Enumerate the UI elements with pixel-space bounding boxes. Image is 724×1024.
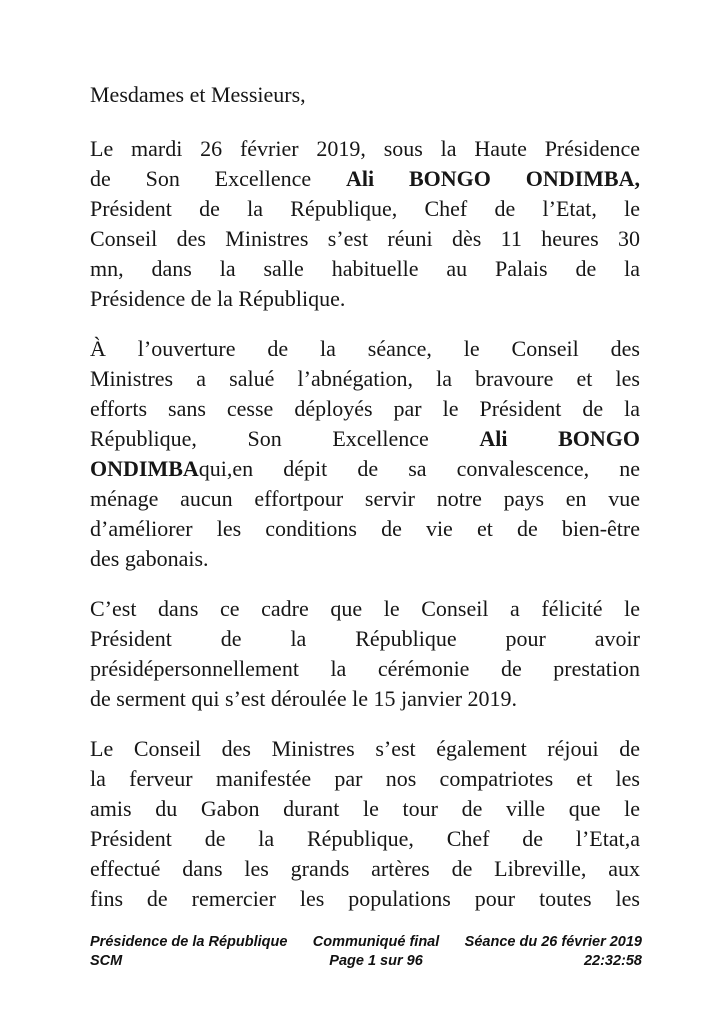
footer-doc-type: Communiqué final	[312, 934, 440, 950]
text-run: présidépersonnellement la cérémonie de prestation	[90, 656, 640, 681]
text-line	[90, 624, 640, 654]
text-line	[90, 854, 640, 884]
text-line	[90, 334, 640, 364]
paragraph	[90, 134, 640, 314]
text-line	[90, 764, 640, 794]
text-run: efforts sans cesse déployés par le Président de la	[90, 396, 640, 421]
text-line	[90, 544, 640, 574]
text-line	[90, 424, 640, 454]
text-run: C’est dans ce cadre que le Conseil a félicité le	[90, 596, 640, 621]
footer-right-column	[465, 933, 642, 971]
text-line	[90, 364, 640, 394]
text-line	[90, 824, 640, 854]
footer-org: Présidence de la République	[90, 934, 288, 950]
text-run: amis du Gabon durant le tour de ville que le	[90, 796, 640, 821]
paragraph	[90, 594, 640, 714]
text-run: Président de la République pour avoir	[90, 626, 640, 651]
text-run: Le mardi 26 février 2019, sous la Haute Présidence	[90, 136, 640, 161]
footer-left-column	[90, 933, 287, 971]
footer-timestamp: 22:32:58	[583, 953, 642, 969]
footer-page-number: Page 1 sur 96	[329, 953, 423, 969]
text-run: Présidence de la République.	[90, 286, 346, 311]
bold-text-run: Ali BONGO ONDIMBA,	[346, 166, 640, 191]
text-line	[90, 394, 640, 424]
text-run: mn, dans la salle habituelle au Palais de la	[90, 256, 640, 281]
text-line	[90, 484, 640, 514]
text-run: de serment qui s’est déroulée le 15 janvier 2019.	[90, 686, 518, 711]
paragraph	[90, 334, 640, 574]
document-body	[90, 80, 640, 934]
text-run: Président de la République, Chef de l’Etat,a	[90, 826, 640, 851]
page-footer	[90, 933, 642, 971]
text-line	[90, 284, 640, 314]
text-run: la ferveur manifestée par nos compatriotes et les	[90, 766, 640, 791]
text-line	[90, 454, 640, 484]
footer-session-date: Séance du 26 février 2019	[464, 934, 642, 950]
text-run: fins de remercier les populations pour toutes les	[90, 886, 640, 911]
text-line	[90, 134, 640, 164]
text-line	[90, 164, 640, 194]
text-line	[90, 194, 640, 224]
paragraph	[90, 734, 640, 914]
text-line	[90, 254, 640, 284]
text-run: République, Son Excellence	[90, 426, 480, 451]
bold-text-run: ONDIMBA	[90, 456, 199, 481]
text-run: À l’ouverture de la séance, le Conseil des	[90, 336, 640, 361]
text-run: Le Conseil des Ministres s’est également réjoui de	[90, 736, 640, 761]
text-run: Conseil des Ministres s’est réuni dès 11 heures 30	[90, 226, 640, 251]
text-run: ménage aucun effortpour servir notre pays en vue	[90, 486, 640, 511]
bold-text-run: Ali BONGO	[479, 426, 640, 451]
salutation-line: Mesdames et Messieurs,	[90, 82, 306, 107]
text-line	[90, 884, 640, 914]
footer-center-column	[287, 933, 464, 971]
text-run: qui,en dépit de sa convalescence, ne	[198, 456, 640, 481]
text-run: Ministres a salué l’abnégation, la bravoure et les	[90, 366, 640, 391]
text-run: Président de la République, Chef de l’Etat, le	[90, 196, 640, 221]
text-line	[90, 594, 640, 624]
text-line	[90, 224, 640, 254]
text-line	[90, 514, 640, 544]
text-line	[90, 734, 640, 764]
text-line	[90, 684, 640, 714]
text-run: d’améliorer les conditions de vie et de bien-être	[90, 516, 640, 541]
text-line	[90, 654, 640, 684]
footer-service: SCM	[90, 953, 123, 969]
text-line	[90, 794, 640, 824]
text-run: effectué dans les grands artères de Libreville, aux	[90, 856, 640, 881]
paragraphs-container	[90, 134, 640, 914]
text-run: de Son Excellence	[90, 166, 347, 191]
text-run: des gabonais.	[90, 546, 209, 571]
